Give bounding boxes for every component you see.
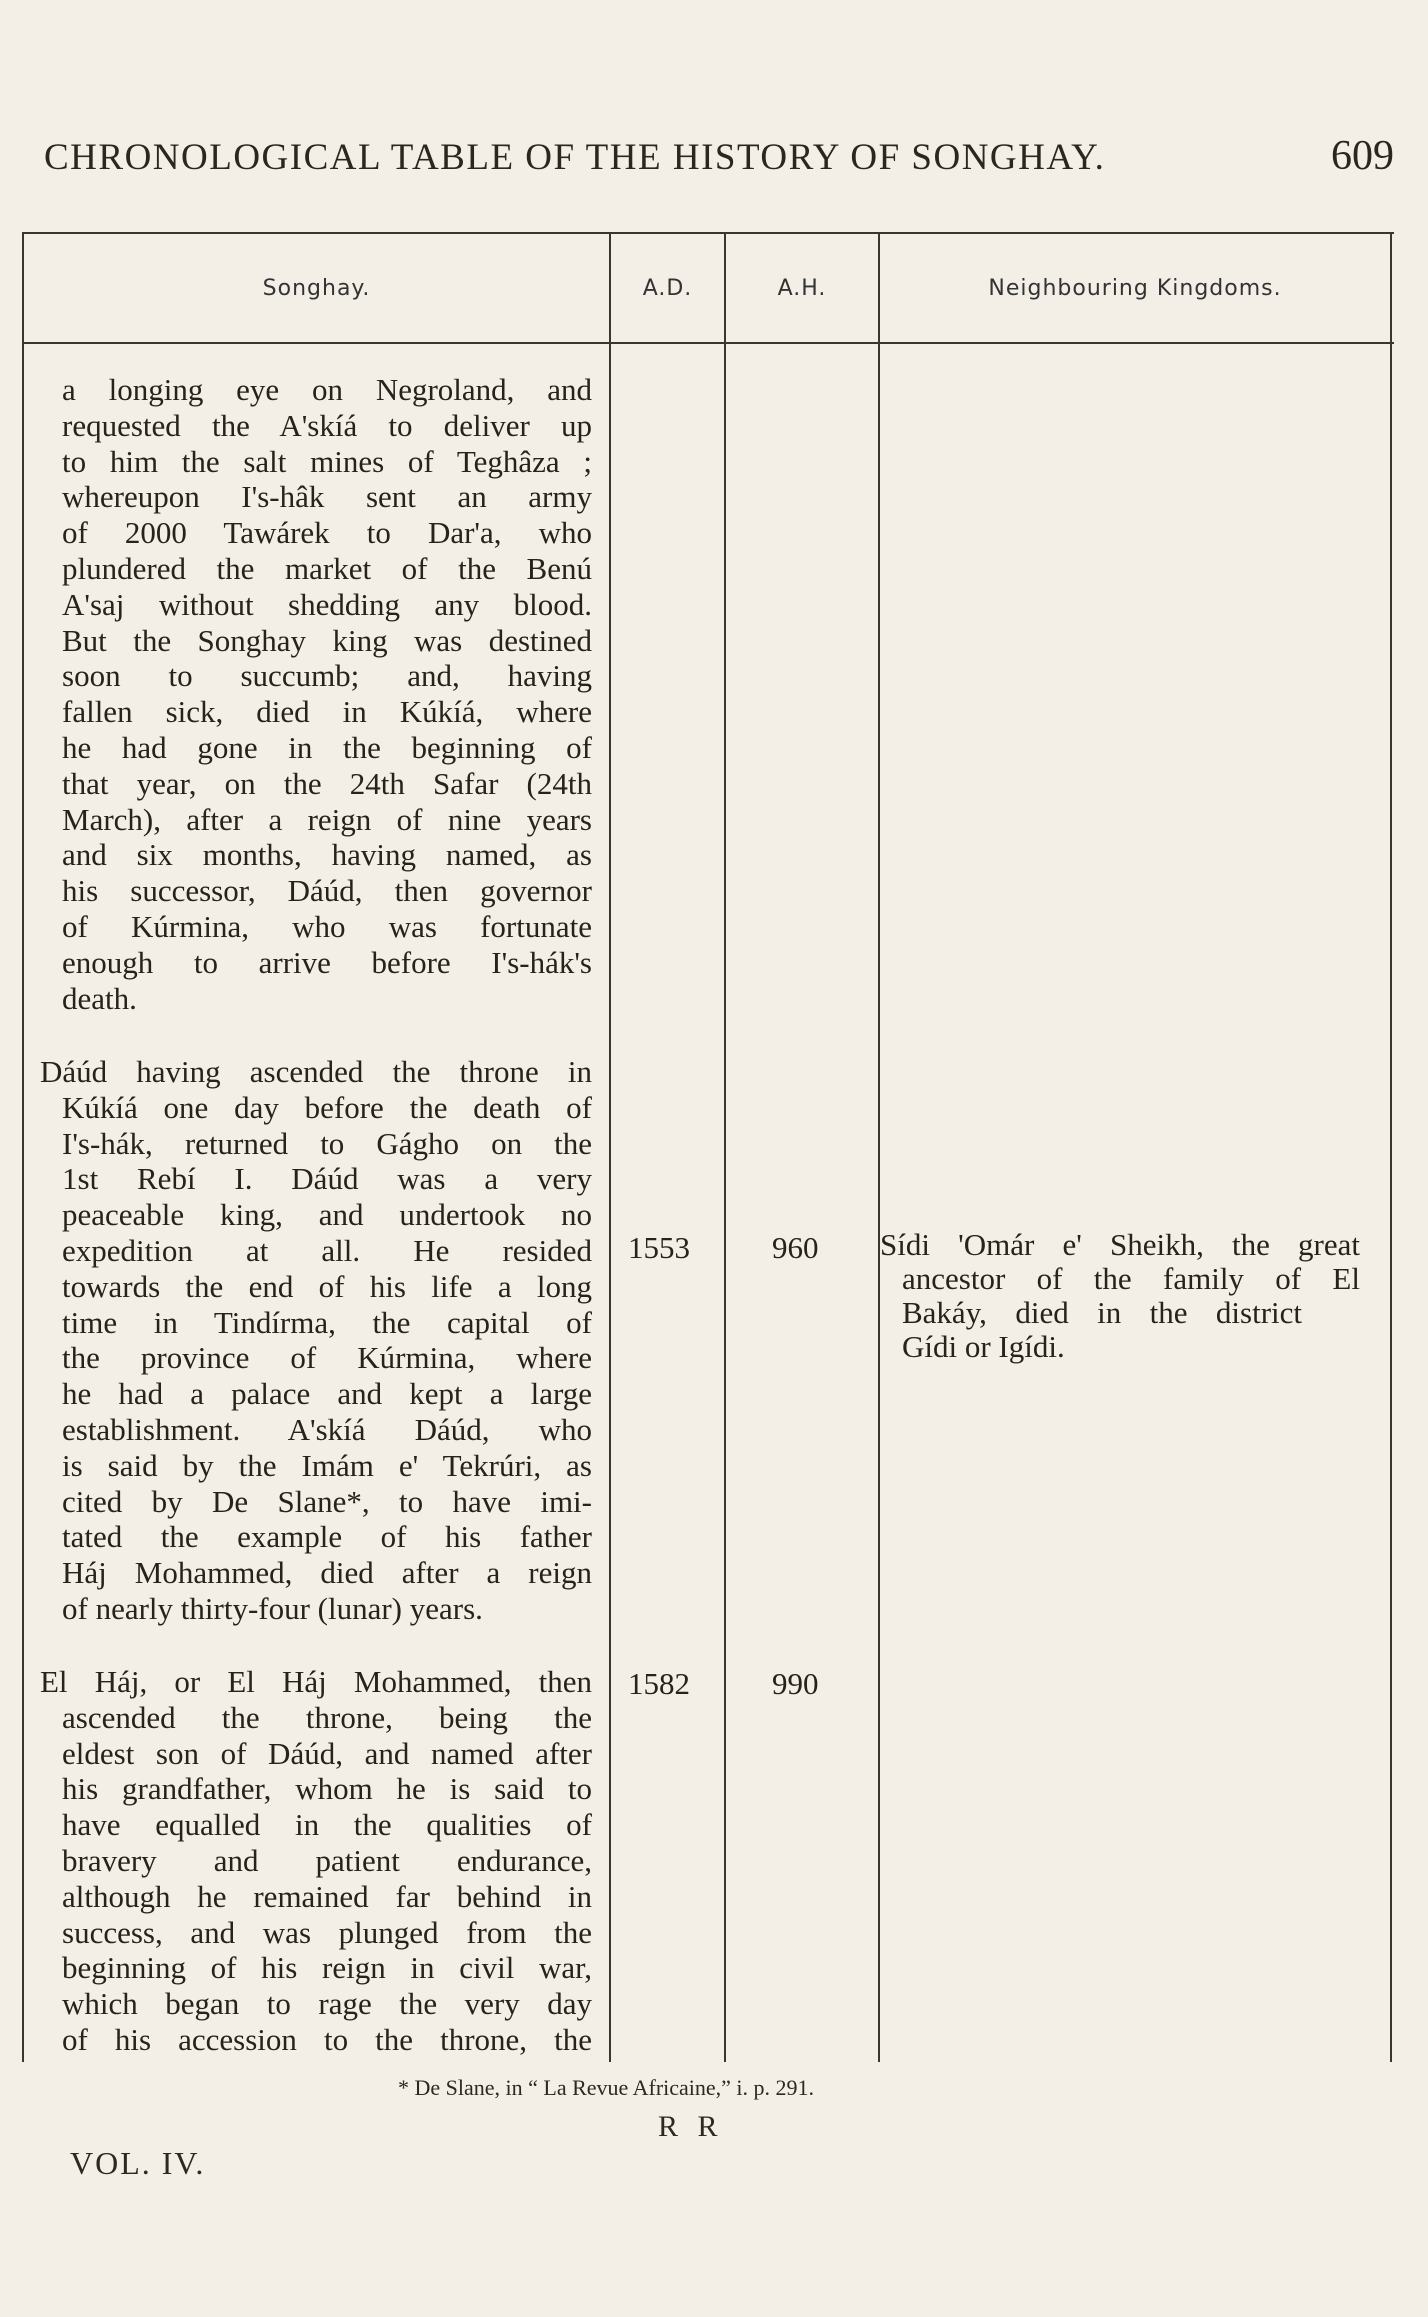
ad-year: 1582 bbox=[628, 1666, 690, 1701]
text-line: which began to rage the very day bbox=[62, 1986, 592, 2022]
text-line: A'saj without shedding any blood. bbox=[62, 586, 592, 622]
neighbouring-entry bbox=[880, 1228, 1360, 1364]
text-line: enough to arrive before I's-hák's bbox=[62, 944, 592, 980]
column-header-ad: A.D. bbox=[642, 276, 693, 301]
text-line: success, and was plunged from the bbox=[62, 1914, 592, 1950]
text-line: cited by De Slane*, to have imi- bbox=[62, 1483, 592, 1519]
text-line: Háj Mohammed, died after a reign bbox=[62, 1555, 592, 1591]
column-header-neighbouring: Neighbouring Kingdoms. bbox=[988, 276, 1282, 301]
page-number: 609 bbox=[1331, 133, 1394, 179]
songhay-entry-2 bbox=[40, 1054, 592, 1627]
text-line: have equalled in the qualities of bbox=[62, 1807, 592, 1843]
text-line: ancestor of the family of El bbox=[902, 1261, 1360, 1296]
running-head-title: CHRONOLOGICAL TABLE OF THE HISTORY OF SONGHAY. bbox=[44, 137, 1106, 178]
songhay-entry-1 bbox=[62, 372, 592, 1016]
text-line: and six months, having named, as bbox=[62, 837, 592, 873]
text-line: El Háj, or El Háj Mohammed, then bbox=[40, 1664, 592, 1699]
text-line: that year, on the 24th Safar (24th bbox=[62, 765, 592, 801]
text-line: of nearly thirty-four (lunar) years. bbox=[62, 1590, 483, 1626]
table-top-rule bbox=[24, 232, 1394, 234]
column-header-ah: A.H. bbox=[777, 276, 827, 301]
ah-year: 990 bbox=[772, 1666, 819, 1701]
text-line: he had a palace and kept a large bbox=[62, 1376, 592, 1412]
ah-year: 960 bbox=[772, 1230, 819, 1265]
text-line: But the Songhay king was destined bbox=[62, 622, 592, 658]
songhay-entry-3 bbox=[40, 1664, 592, 2058]
table-header-rule bbox=[24, 342, 1394, 344]
column-header-songhay: Songhay. bbox=[262, 276, 371, 301]
text-line: 1st Rebí I. Dáúd was a very bbox=[62, 1161, 592, 1197]
text-line: of 2000 Tawárek to Dar'a, who bbox=[62, 515, 592, 551]
column-rule bbox=[1390, 232, 1392, 2062]
text-line: is said by the Imám e' Tekrúri, as bbox=[62, 1447, 592, 1483]
text-line: Dáúd having ascended the throne in bbox=[40, 1054, 592, 1089]
text-line: Kúkíá one day before the death of bbox=[62, 1089, 592, 1125]
signature-mark: R R bbox=[658, 2110, 724, 2143]
volume-label: VOL. IV. bbox=[70, 2145, 206, 2181]
text-line: fallen sick, died in Kúkíá, where bbox=[62, 694, 592, 730]
text-line: plundered the market of the Benú bbox=[62, 550, 592, 586]
text-line: beginning of his reign in civil war, bbox=[62, 1950, 592, 1986]
footnote: * De Slane, in “ La Revue Africaine,” i. p. 291. bbox=[398, 2075, 815, 2100]
text-line: soon to succumb; and, having bbox=[62, 658, 592, 694]
text-line: whereupon I's-hâk sent an army bbox=[62, 479, 592, 515]
text-line: tated the example of his father bbox=[62, 1519, 592, 1555]
text-line: bravery and patient endurance, bbox=[62, 1842, 592, 1878]
text-line: establishment. A'skíá Dáúd, who bbox=[62, 1411, 592, 1447]
text-line: of his accession to the throne, the bbox=[62, 2021, 592, 2057]
text-line: his grandfather, whom he is said to bbox=[62, 1771, 592, 1807]
text-line: his successor, Dáúd, then governor bbox=[62, 873, 592, 909]
text-line: death. bbox=[62, 980, 137, 1016]
ad-year: 1553 bbox=[628, 1230, 690, 1265]
text-line: to him the salt mines of Teghâza ; bbox=[62, 443, 592, 479]
text-line: time in Tindírma, the capital of bbox=[62, 1304, 592, 1340]
text-line: although he remained far behind in bbox=[62, 1878, 592, 1914]
text-line: a longing eye on Negroland, and bbox=[62, 372, 592, 407]
text-line: Bakáy, died in the district bbox=[902, 1295, 1302, 1330]
text-line: eldest son of Dáúd, and named after bbox=[62, 1735, 592, 1771]
text-line: I's-hák, returned to Gágho on the bbox=[62, 1125, 592, 1161]
text-line: of Kúrmina, who was fortunate bbox=[62, 908, 592, 944]
text-line: ascended the throne, being the bbox=[62, 1699, 592, 1735]
column-rule bbox=[609, 232, 611, 2062]
text-line: the province of Kúrmina, where bbox=[62, 1340, 592, 1376]
text-line: towards the end of his life a long bbox=[62, 1268, 592, 1304]
running-head bbox=[44, 132, 1394, 180]
text-line: requested the A'skíá to deliver up bbox=[62, 407, 592, 443]
text-line: March), after a reign of nine years bbox=[62, 801, 592, 837]
column-rule bbox=[724, 232, 726, 2062]
text-line: expedition at all. He resided bbox=[62, 1232, 592, 1268]
text-line: peaceable king, and undertook no bbox=[62, 1197, 592, 1233]
column-rule bbox=[22, 232, 24, 2062]
text-line: he had gone in the beginning of bbox=[62, 729, 592, 765]
text-line: Sídi 'Omár e' Sheikh, the great bbox=[880, 1227, 1360, 1262]
text-line: Gídi or Igídi. bbox=[902, 1329, 1065, 1364]
column-rule bbox=[878, 232, 880, 2062]
